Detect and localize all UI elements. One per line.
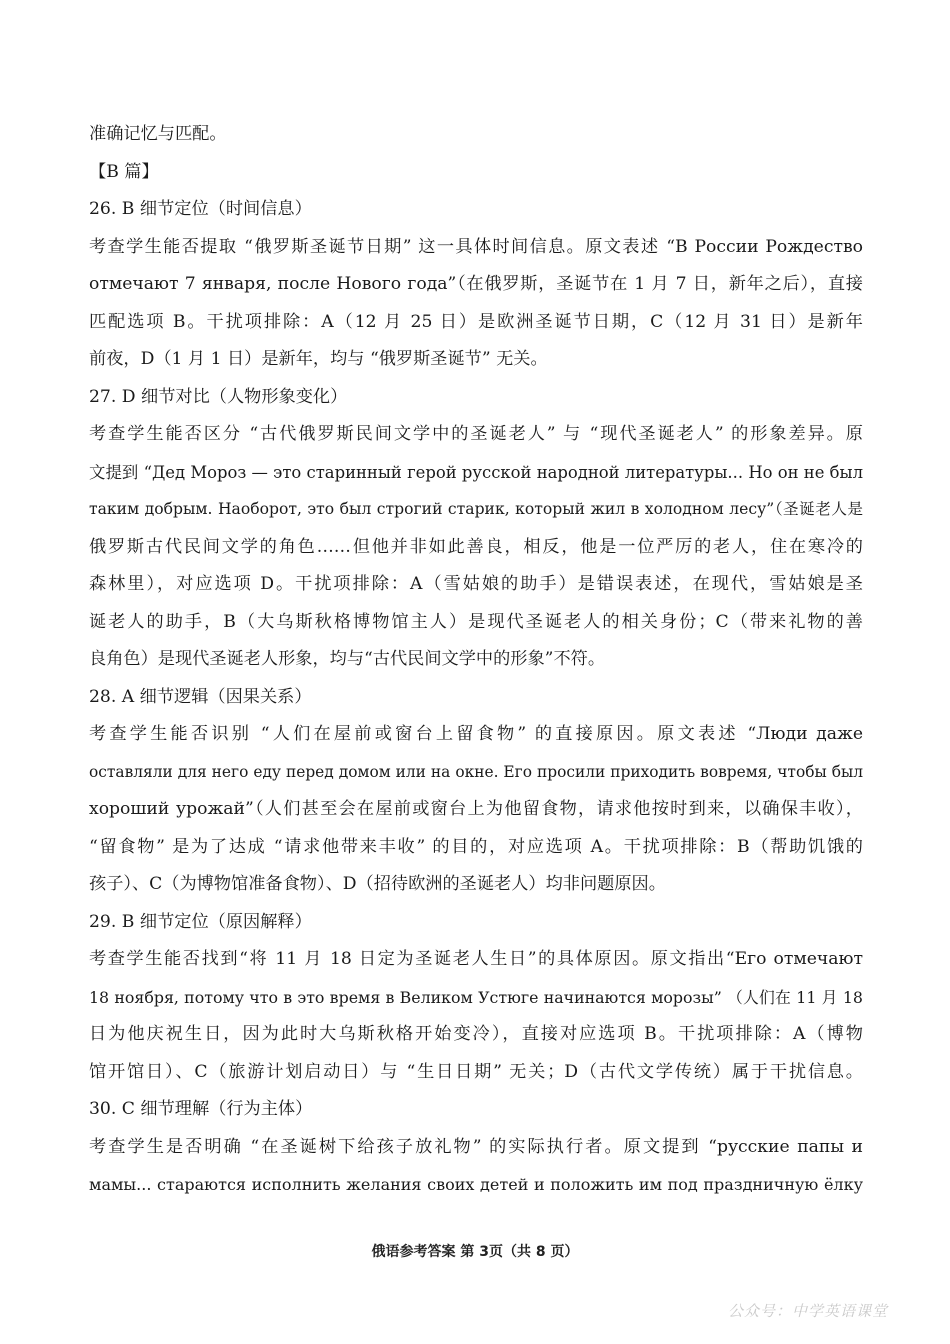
text-line: 诞老人的助手，B（大乌斯秋格博物馆主人）是现代圣诞老人的相关身份；C（带来礼物的善 xyxy=(89,611,863,632)
question-heading: 27. D 细节对比（人物形象变化） xyxy=(89,386,348,407)
question-heading: 30. C 细节理解（行为主体） xyxy=(89,1099,313,1119)
text-line: 日为他庆祝生日，因为此时大乌斯秋格开始变冷），直接对应选项 B。干扰项排除：A（博物 xyxy=(89,1024,863,1044)
text-line: таким добрым. Наоборот, это был строгий старик, который жил в холодном лесу”（圣诞老人是 xyxy=(89,500,863,518)
text-line: оставляли для него еду перед домом или на окне. Его просили приходить вовремя, чтобы был xyxy=(89,762,863,781)
question-heading: 26. B 细节定位（时间信息） xyxy=(89,199,312,219)
text-line: 考查学生能否识别 “人们在屋前或窗台上留食物” 的直接原因。原文表述 “Люди даже xyxy=(89,724,863,744)
text-line: 匹配选项 B。干扰项排除：A（12 月 25 日）是欧洲圣诞节日期，C（12 月 31 日）是新年 xyxy=(89,311,863,332)
question-heading: 29. B 细节定位（原因解释） xyxy=(89,911,312,932)
answer-key-body xyxy=(89,116,863,1204)
question-heading: 28. A 细节逻辑（因果关系） xyxy=(89,686,312,707)
text-line: 考查学生能否提取 “俄罗斯圣诞节日期” 这一具体时间信息。原文表述 “В России Рождество xyxy=(89,236,863,257)
text-line: 考查学生能否区分 “古代俄罗斯民间文学中的圣诞老人” 与 “现代圣诞老人” 的形象差异。原 xyxy=(89,424,863,444)
text-line: мамы... стараются исполнить желания своих детей и положить им под праздничную ёлку xyxy=(89,1175,863,1194)
text-line: 文提到 “Дед Мороз — это старинный герой русской народной литературы... Но он не был xyxy=(89,462,863,482)
text-line: хороший урожай”（人们甚至会在屋前或窗台上为他留食物，请求他按时到来，以确保丰收）， xyxy=(89,799,863,819)
text-line: 考查学生能否找到“将 11 月 18 日定为圣诞老人生日”的具体原因。原文指出“Его отмечают xyxy=(89,949,863,969)
text-line: 前夜，D（1 月 1 日）是新年，均与 “俄罗斯圣诞节” 无关。 xyxy=(89,349,548,369)
section-heading: 【B 篇】 xyxy=(89,161,159,182)
watermark: 公众号：中学英语课堂 xyxy=(727,1302,888,1320)
page-footer: 俄语参考答案 第 3页（共 8 页） xyxy=(371,1244,579,1260)
text-line: “留食物” 是为了达成 “请求他带来丰收” 的目的，对应选项 A。干扰项排除：B（帮助饥饿的 xyxy=(89,836,863,857)
text-line: отмечают 7 января, после Нового года”（在俄罗斯，圣诞节在 1 月 7 日，新年之后），直接 xyxy=(89,274,863,294)
text-line: 森林里），对应选项 D。干扰项排除：A（雪姑娘的助手）是错误表述，在现代，雪姑娘是圣 xyxy=(89,574,863,594)
text-line: 考查学生是否明确 “在圣诞树下给孩子放礼物” 的实际执行者。原文提到 “русские папы и xyxy=(89,1136,863,1157)
text-line: 俄罗斯古代民间文学的角色……但他并非如此善良，相反，他是一位严厉的老人，住在寒冷的 xyxy=(89,536,863,557)
text-line: 良角色）是现代圣诞老人形象，均与“古代民间文学中的形象”不符。 xyxy=(89,649,606,669)
text-line: 馆开馆日）、C（旅游计划启动日）与 “生日日期” 无关；D（古代文学传统）属于干扰信息。 xyxy=(89,1061,863,1082)
text-line: 准确记忆与匹配。 xyxy=(89,124,227,144)
text-line: 孩子）、C（为博物馆准备食物）、D（招待欧洲的圣诞老人）均非问题原因。 xyxy=(89,874,666,894)
text-line: 18 ноября, потому что в это время в Великом Устюге начинаются морозы” （人们在 11 月 18 xyxy=(89,987,863,1007)
